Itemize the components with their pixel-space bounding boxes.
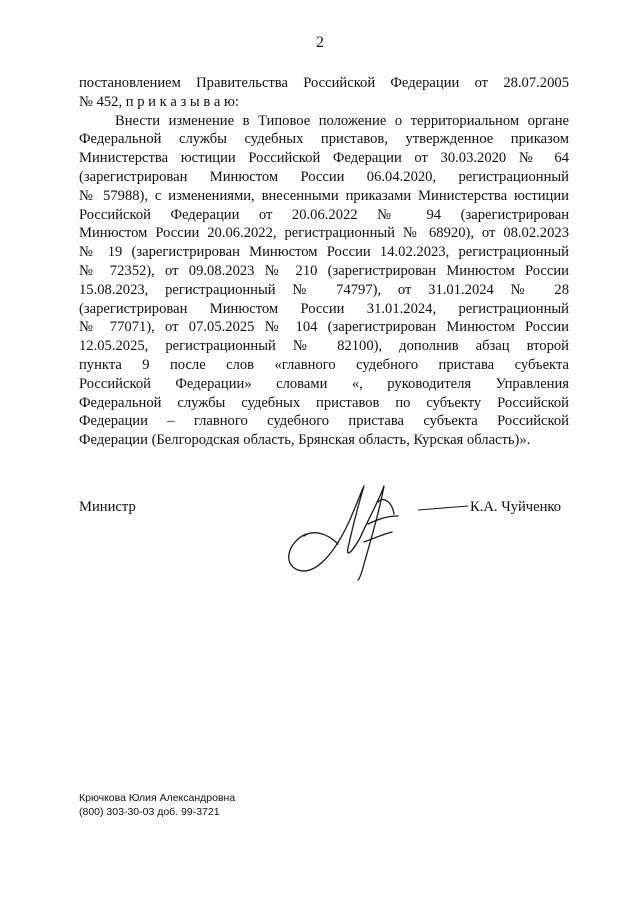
body-line: № 19 (зарегистрирован Минюстом России 14.02.2023, регистрационный	[79, 244, 569, 261]
handwritten-signature	[268, 472, 468, 582]
body-line: (зарегистрирован Минюстом России 06.04.2020, регистрационный	[79, 169, 569, 185]
executor-phone: (800) 303-30-03 доб. 99-3721	[79, 806, 220, 818]
body-line: постановлением Правительства Российской Федерации от 28.07.2005	[79, 75, 569, 91]
body-line: Федерации – главного судебного пристава субъекта Российской	[79, 413, 569, 430]
body-line: пункта 9 после слов «главного судебного пристава субъекта	[79, 357, 569, 373]
page-number: 2	[316, 34, 324, 51]
executor-name: Крючкова Юлия Александровна	[79, 792, 236, 804]
body-line: № 72352), от 09.08.2023 № 210 (зарегистрирован Минюстом России	[79, 263, 569, 279]
body-line: Российской Федерации от 20.06.2022 № 94 (зарегистрирован	[79, 206, 569, 223]
body-line: 12.05.2025, регистрационный № 82100), дополнив абзац второй	[79, 338, 569, 355]
body-line: № 452, п р и к а з ы в а ю:	[79, 93, 239, 110]
body-line: (зарегистрирован Минюстом России 31.01.2024, регистрационный	[79, 300, 569, 317]
body-line: Министерства юстиции Российской Федерации от 30.03.2020 № 64	[79, 150, 569, 167]
body-line: Минюстом России 20.06.2022, регистрационный № 68920), от 08.02.2023	[79, 225, 569, 242]
body-line: Внести изменение в Типовое положение о территориальном органе	[115, 112, 569, 129]
signer-position: Министр	[79, 499, 136, 515]
body-line: 15.08.2023, регистрационный № 74797), от 31.01.2024 № 28	[79, 281, 569, 298]
body-line: № 77071), от 07.05.2025 № 104 (зарегистрирован Минюстом России	[79, 319, 569, 336]
body-line: Федеральной службы судебных приставов по субъекту Российской	[79, 394, 569, 411]
body-line: Федеральной службы судебных приставов, утвержденное приказом	[79, 131, 569, 148]
signer-name: К.А. Чуйченко	[470, 499, 562, 515]
body-line: № 57988), с изменениями, внесенными приказами Министерства юстиции	[79, 187, 569, 204]
body-line: Российской Федерации» словами «, руководителя Управления	[79, 375, 569, 392]
body-line: Федерации (Белгородская область, Брянская область, Курская область)».	[79, 432, 531, 449]
